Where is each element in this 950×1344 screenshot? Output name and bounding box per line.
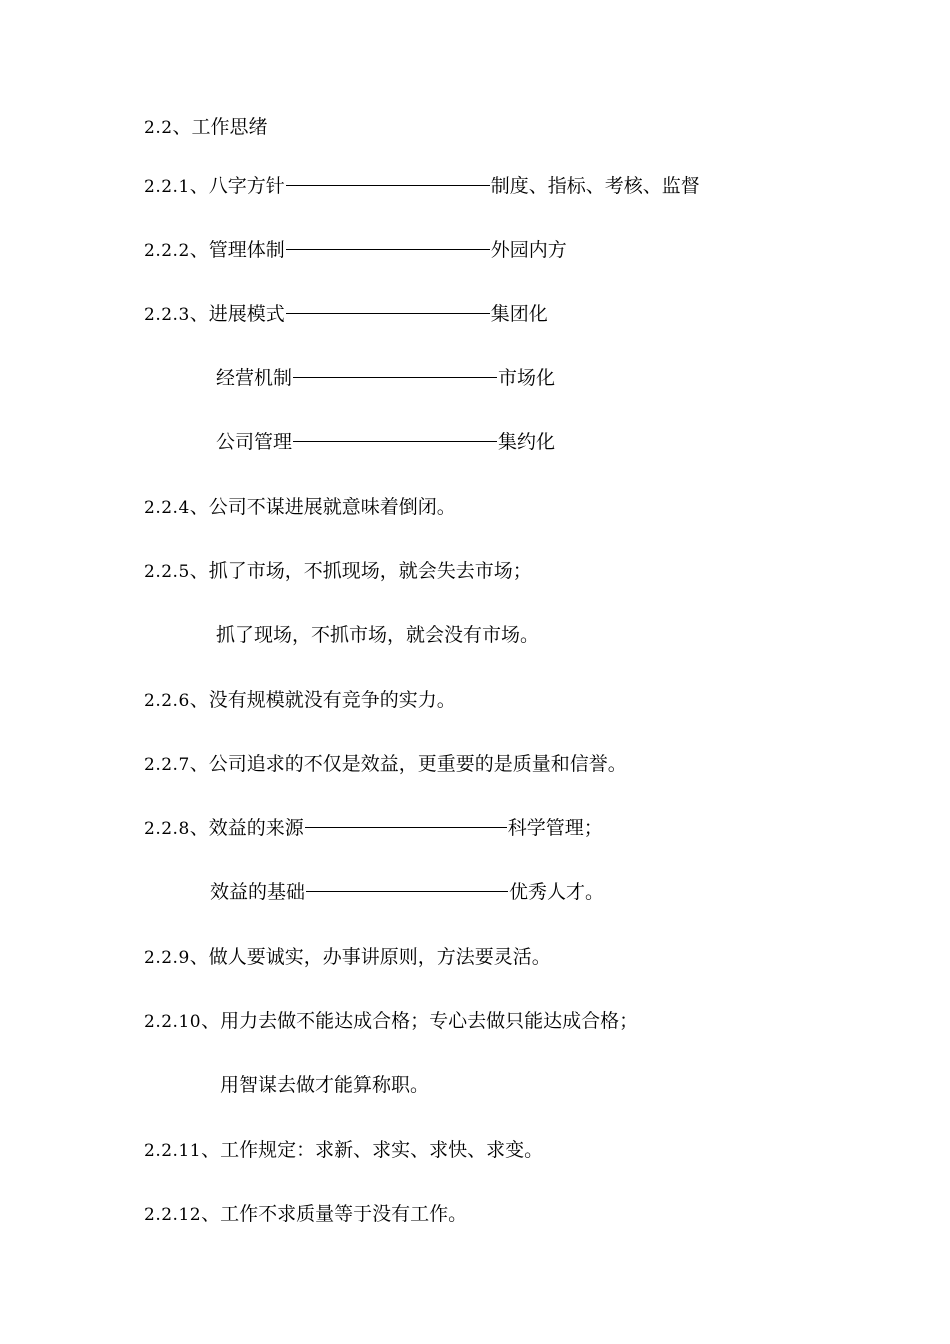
item-text: 抓了现场，不抓市场，就会没有市场。 [216,624,540,646]
item-value: 科学管理； [507,817,603,839]
item-text: 、做人要诚实，办事讲原则，方法要灵活。 [189,946,551,968]
item-2-2-8-sub [210,877,604,907]
item-text: 、工作规定：求新、求实、求快、求变。 [201,1139,544,1161]
item-2-2-3 [144,299,548,329]
item-number: 2.2.1 [144,177,190,197]
item-label: 、进展模式 [189,303,285,325]
item-text: 、公司不谋进展就意味着倒闭。 [189,496,456,518]
item-number: 2.2.11 [144,1141,202,1161]
item-label: 、效益的来源 [189,817,304,839]
item-number: 2.2.6 [144,691,190,711]
item-number: 2.2.7 [144,755,190,775]
item-number: 2.2.5 [144,562,190,582]
item-number: 2.2.9 [144,948,190,968]
item-text: 、用力去做不能达成合格；专心去做只能达成合格； [201,1010,639,1032]
item-text: 、工作不求质量等于没有工作。 [201,1203,468,1225]
item-label: 经营机制 [216,367,293,389]
item-number: 2.2.10 [144,1012,202,1032]
item-number: 2.2.3 [144,305,190,325]
item-2-2-8 [144,813,603,843]
dash-connector [286,313,490,314]
dash-connector [306,891,508,892]
item-2-2-9 [144,942,551,972]
item-2-2-12 [144,1199,467,1229]
section-heading [144,112,268,142]
dash-connector [286,185,490,186]
item-number: 2.2.2 [144,241,190,261]
item-label: 、八字方针 [189,175,285,197]
item-text: 、没有规模就没有竞争的实力。 [189,689,456,711]
item-text: 用智谋去做才能算称职。 [220,1074,430,1096]
item-value: 制度、指标、考核、监督 [490,175,700,197]
item-value: 外园内方 [490,239,567,261]
dash-connector [293,377,497,378]
item-label: 公司管理 [216,431,293,453]
item-2-2-2 [144,235,567,265]
item-2-2-3-sub-1 [216,363,555,393]
dash-connector [293,441,497,442]
item-2-2-10 [144,1006,638,1036]
item-2-2-10-continued [220,1070,429,1100]
dash-connector [305,827,507,828]
section-title: 、工作思绪 [172,116,268,138]
item-2-2-1 [144,171,700,201]
item-2-2-3-sub-2 [216,427,555,457]
item-text: 、公司追求的不仅是效益，更重要的是质量和信誉。 [189,753,627,775]
item-2-2-6 [144,685,456,715]
item-label: 效益的基础 [210,881,306,903]
item-value: 市场化 [498,367,556,389]
item-number: 2.2.8 [144,819,190,839]
item-2-2-5 [144,556,532,586]
dash-connector [286,249,490,250]
item-number: 2.2.4 [144,498,190,518]
item-2-2-4 [144,492,456,522]
item-2-2-11 [144,1135,543,1165]
item-value: 集团化 [490,303,548,325]
section-number: 2.2 [144,118,173,138]
item-text: 、抓了市场，不抓现场，就会失去市场； [189,560,532,582]
item-value: 集约化 [498,431,556,453]
item-2-2-5-continued [216,620,539,650]
item-value: 优秀人才。 [509,881,605,903]
item-label: 、管理体制 [189,239,285,261]
item-2-2-7 [144,749,627,779]
item-number: 2.2.12 [144,1205,202,1225]
